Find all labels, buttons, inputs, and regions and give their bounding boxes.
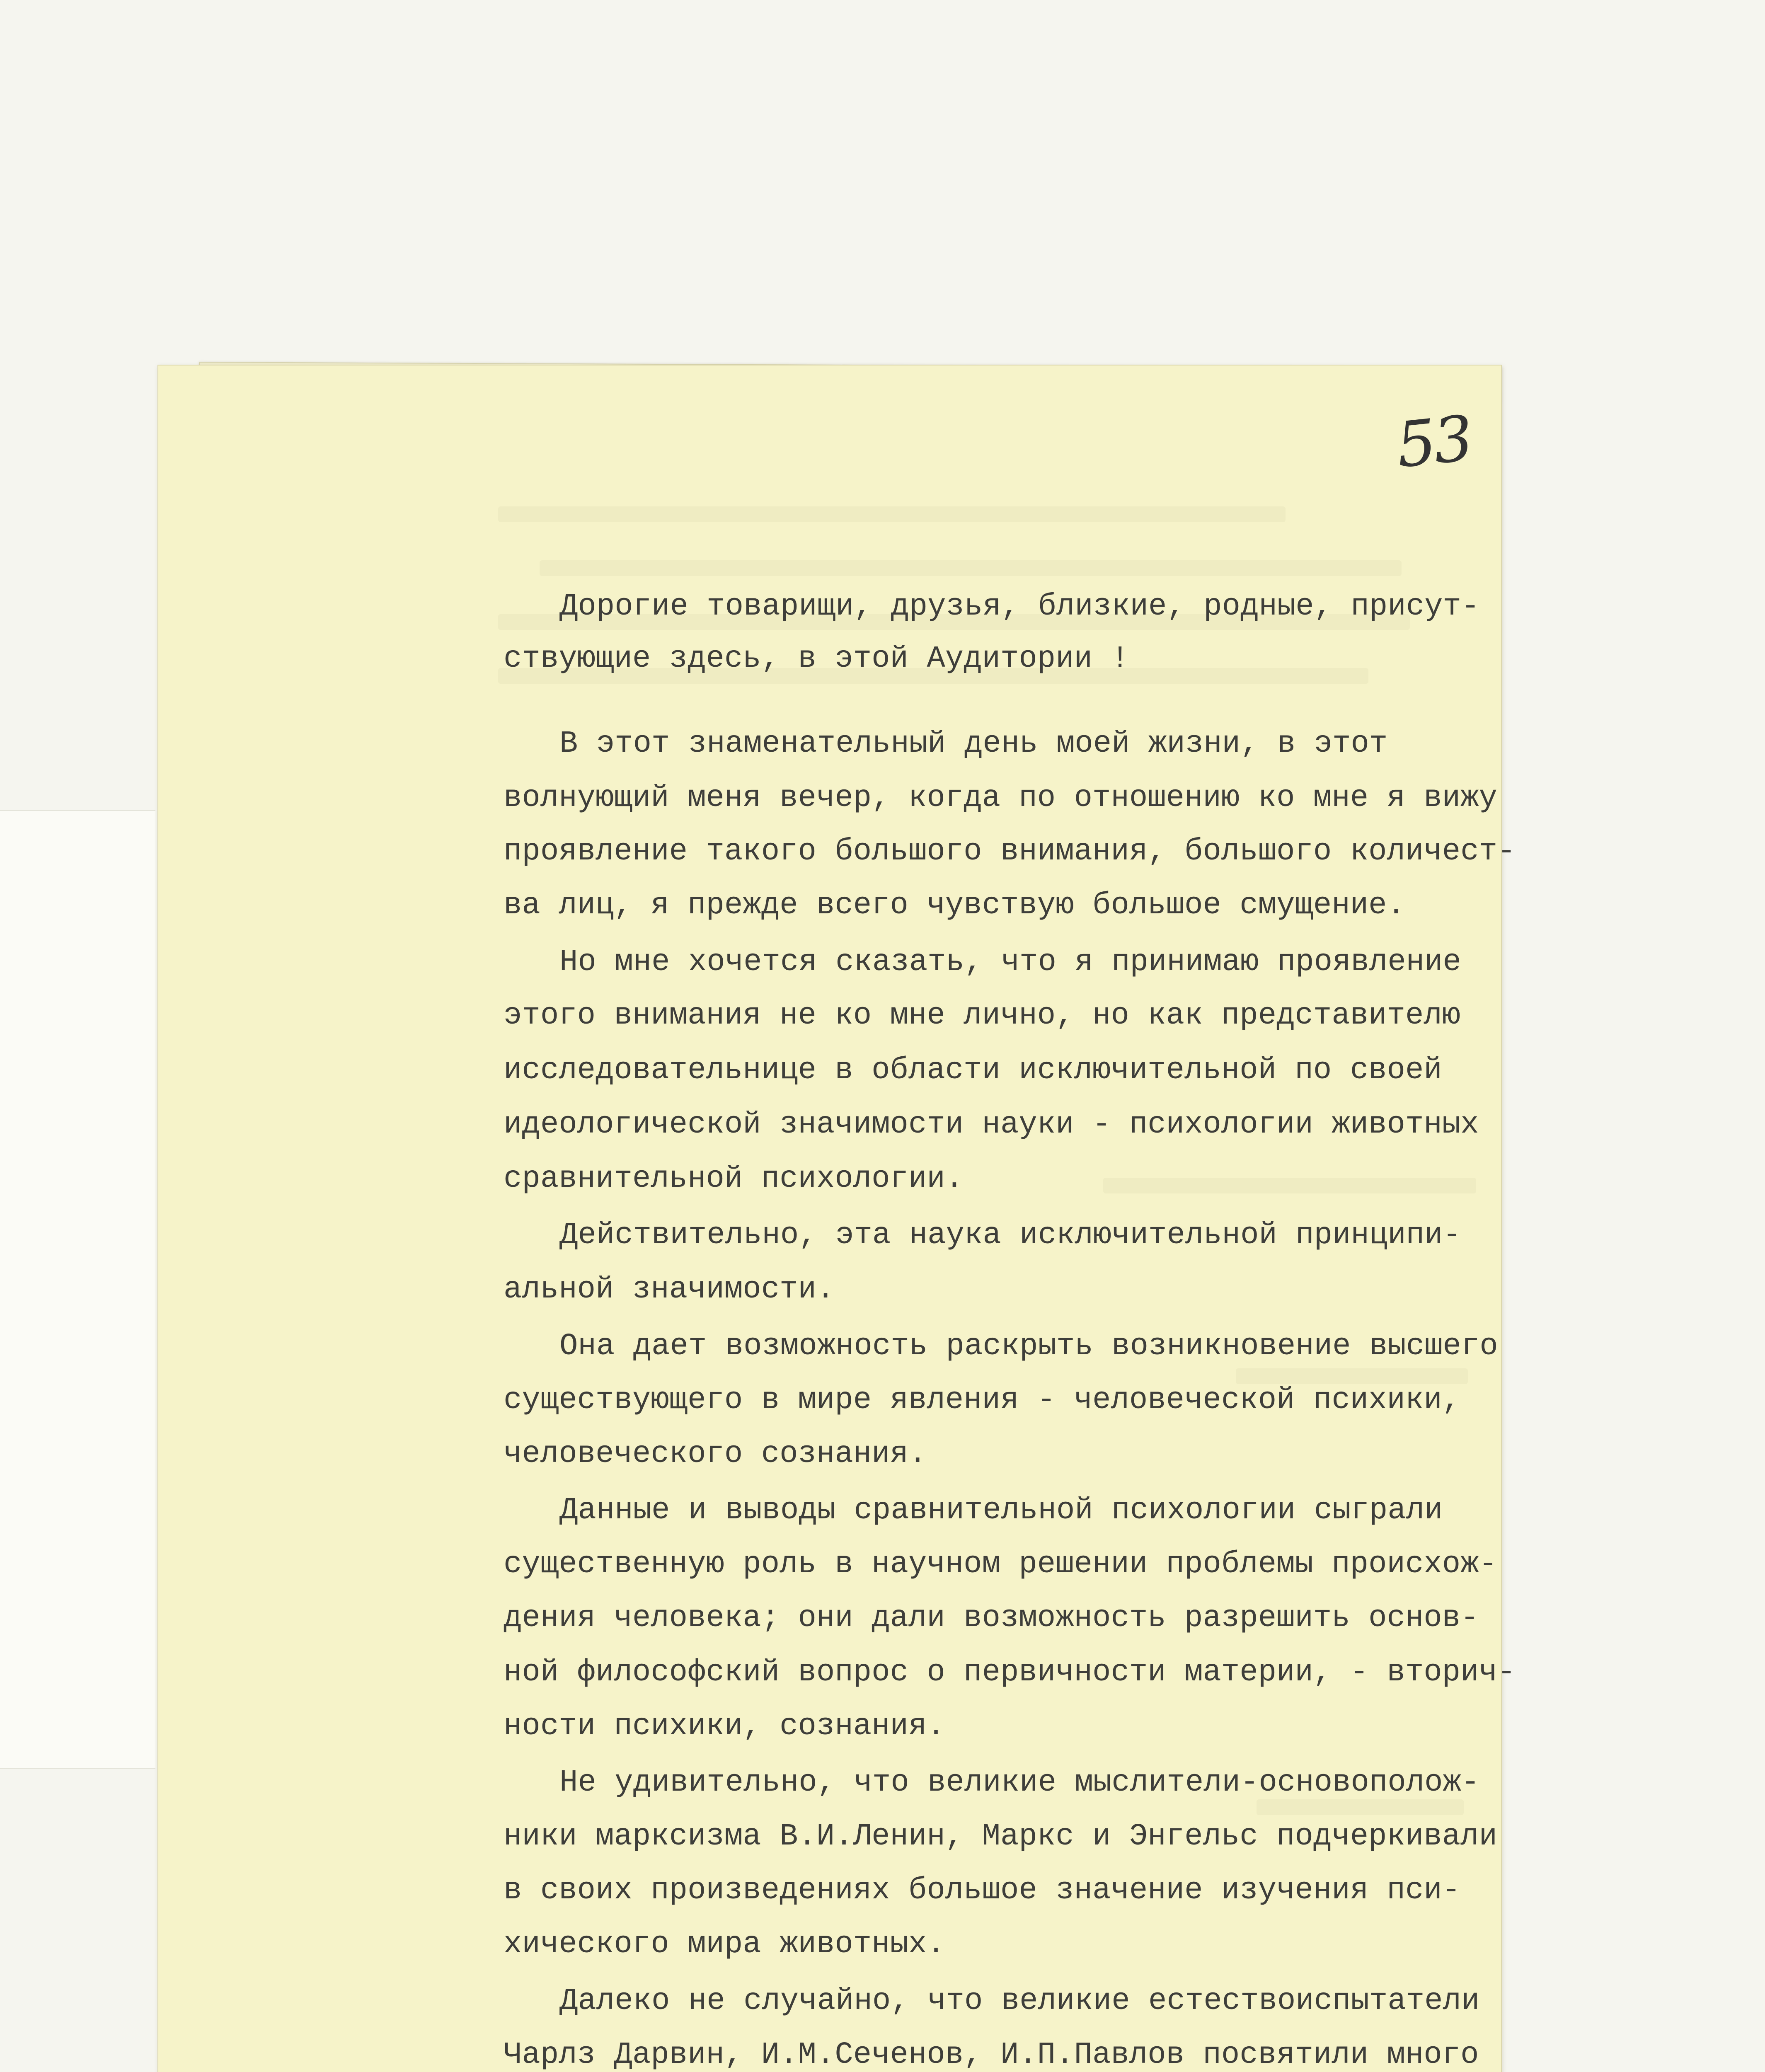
text-line: Действительно, эта наука исключительной принципи-: [559, 1218, 1461, 1253]
text-line: Она дает возможность раскрыть возникновение высшего: [559, 1329, 1498, 1364]
bleed-through-text: [498, 506, 1286, 522]
text-line: идеологической значимости науки - психологии животных: [504, 1107, 1479, 1142]
text-line: этого внимания не ко мне лично, но как представителю: [504, 998, 1461, 1033]
text-line: ствующие здесь, в этой Аудитории !: [504, 641, 1129, 676]
bleed-through-text: [1103, 1178, 1476, 1193]
text-line: ности психики, сознания.: [504, 1709, 945, 1744]
text-line: ной философский вопрос о первичности материи, - вторич-: [504, 1655, 1516, 1690]
bleed-through-text: [1236, 1368, 1468, 1384]
text-line: ва лиц, я прежде всего чувствую большое смущение.: [504, 888, 1405, 923]
text-line: человеческого сознания.: [504, 1437, 927, 1472]
text-line: альной значимости.: [504, 1272, 835, 1307]
text-line: исследовательнице в области исключительной по своей: [504, 1053, 1442, 1088]
text-line: волнующий меня вечер, когда по отношению ко мне я вижу: [504, 781, 1497, 816]
bleed-through-text: [540, 560, 1402, 576]
text-line: дения человека; они дали возможность разрешить основ-: [504, 1601, 1479, 1636]
text-line: Не удивительно, что великие мыслители-основополож-: [559, 1765, 1480, 1800]
text-line: В этот знаменательный день моей жизни, в этот: [559, 726, 1388, 761]
text-line: Данные и выводы сравнительной психологии сыграли: [559, 1493, 1443, 1528]
text-line: ники марксизма В.И.Ленин, Маркс и Энгельс подчеркивали: [504, 1819, 1497, 1854]
text-line: проявление такого большого внимания, большого количест-: [504, 834, 1516, 869]
text-line: в своих произведениях большое значение изучения пси-: [504, 1873, 1461, 1908]
text-line: хического мира животных.: [504, 1927, 945, 1962]
text-line: Чарлз Дарвин, И.М.Сеченов, И.П.Павлов посвятили много: [504, 2038, 1479, 2072]
bleed-through-text: [1257, 1799, 1464, 1815]
page-number: 53: [1393, 402, 1474, 482]
text-line: Дорогие товарищи, друзья, близкие, родные, присут-: [559, 589, 1480, 624]
text-line: существенную роль в научном решении проблемы происхож-: [504, 1547, 1497, 1582]
left-paper-strip: [0, 810, 155, 1769]
text-line: существующего в мире явления - человеческой психики,: [504, 1383, 1461, 1418]
text-line: Далеко не случайно, что великие естествоиспытатели: [559, 1984, 1480, 2019]
text-line: Но мне хочется сказать, что я принимаю проявление: [559, 945, 1461, 980]
text-line: сравнительной психологии.: [504, 1162, 964, 1196]
